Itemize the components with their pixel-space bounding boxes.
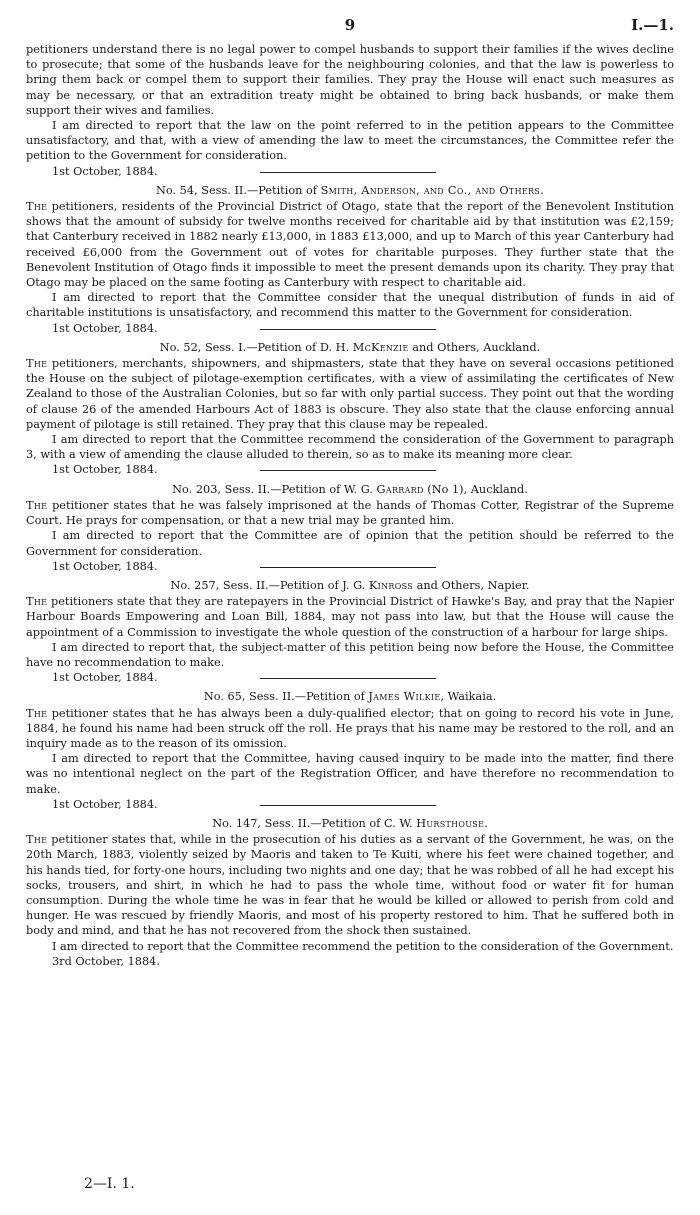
section-divider <box>260 329 436 330</box>
body-first-word: The <box>26 833 48 847</box>
document-body <box>26 42 674 969</box>
intro-date-line <box>26 164 674 179</box>
petitioner-name: Kinross <box>368 578 414 592</box>
body-text: petitioner states that, while in the prosecution of his duties as a servant of the Government, he was, on the 20th March, 1883, violently seized by Maoris and taken to Te Kuiti, where his feet were chained together, and his hands tied, for forty-one hours, including two nights and one day; that he was robbed of all he had except his socks, trousers, and shirt, in which he had to pass the whole time, without food or water fit for human consumption. During the whole time he was in fear that he would be killed or allowed to perish from cold and hunger. He was rescued by friendly Maoris, and most of his property restored to him. That he suffered both in body and mind, and that he has not recovered from the shock then sustained. <box>26 833 674 938</box>
petition-body <box>26 199 674 290</box>
petition-heading <box>26 578 674 593</box>
signature-mark: 2—I. 1. <box>84 1176 135 1192</box>
heading-prefix: No. 52, Sess. I.—Petition of D. H. <box>159 340 353 354</box>
body-first-word: The <box>26 357 48 371</box>
petition-heading <box>26 689 674 704</box>
heading-suffix: (No 1), Auckland. <box>423 482 528 496</box>
petition-section <box>26 578 674 685</box>
petition-heading <box>26 183 674 198</box>
section-divider <box>260 678 436 679</box>
committee-report: I am directed to report that the Committee recommend the petition to the consideration of the Government. <box>52 939 674 953</box>
petitioner-name: Garrard <box>376 482 424 496</box>
body-first-word: The <box>26 498 48 512</box>
body-first-word: The <box>26 706 48 720</box>
heading-prefix: No. 257, Sess. II.—Petition of J. G. <box>170 578 369 592</box>
body-text: petitioners, merchants, shipowners, and shipmasters, state that they have on several occasions petitioned the House on the subject of pilotage-exemption certificates, with a view of assimilating the certificates of New Zealand to those of the Australian Colonies, but so far with only partial success. They point out that the wording of clause 26 of the amended Harbours Act of 1883 is obscure. They also state that the clause enforcing annual payment of pilotage is still retained. They pray that this clause may be repealed. <box>26 357 674 431</box>
document-page <box>26 14 674 973</box>
petition-heading <box>26 340 674 355</box>
date-line <box>26 797 674 812</box>
committee-report: I am directed to report that the Committee recommend the consideration of the Government to paragraph 3, with a view of amending the clause alluded to therein, so as to make its meaning more clear. <box>26 433 674 462</box>
section-divider <box>260 172 436 173</box>
intro-date: 1st October, 1884. <box>52 164 158 178</box>
petition-section <box>26 816 674 969</box>
date-line <box>26 954 674 969</box>
date-line <box>26 559 674 574</box>
petitioner-name: Hursthouse <box>416 816 485 830</box>
petition-heading <box>26 816 674 831</box>
intro-paragraph: petitioners understand there is no legal power to compel husbands to support their families if the wives decline to prosecute; that some of the husbands leave for the neighbouring colonies, and that the law is powerless to bring them back or compel them to support their families. They pray the House will enact such measures as may be necessary, or that an extradition treaty might be obtained to bring back husbands, or make them support their wives and families. <box>26 43 674 117</box>
petition-heading <box>26 482 674 497</box>
page-number: 9 <box>344 16 356 34</box>
petition-body <box>26 498 674 528</box>
date-line <box>26 670 674 685</box>
section-divider <box>260 567 436 568</box>
petition-body <box>26 594 674 640</box>
heading-prefix: No. 65, Sess. II.—Petition of <box>203 690 369 704</box>
body-text: petitioner states that he was falsely imprisoned at the hands of Thomas Cotter, Registrar of the Supreme Court. He prays for compensation, or that a new trial may be granted him. <box>26 498 674 528</box>
heading-suffix: . <box>484 816 488 830</box>
date-line <box>26 321 674 336</box>
petitioner-name: James Wilkie <box>368 690 441 704</box>
report-date: 1st October, 1884. <box>52 463 158 477</box>
body-text: petitioner states that he has always been a duly-qualified elector; that on going to record his vote in June, 1884, he found his name had been struck off the roll. He prays that his name may be restored to the roll, and an inquiry made as to the reason of its omission. <box>26 706 674 750</box>
petition-sections <box>26 183 674 969</box>
report-date: 1st October, 1884. <box>52 559 158 573</box>
heading-prefix: No. 147, Sess. II.—Petition of C. W. <box>212 816 417 830</box>
body-text: petitioners state that they are ratepayers in the Provincial District of Hawke's Bay, and pray that the Napier Harbour Boards Empowering and Loan Bill, 1884, may not pass into law, but that the House will cause the appointment of a Commission to investigate the whole question of the construction of a harbour for large ships. <box>26 595 674 639</box>
report-date: 1st October, 1884. <box>52 321 158 335</box>
heading-prefix: No. 54, Sess. II.—Petition of <box>156 183 321 197</box>
committee-report: I am directed to report that the Committee consider that the unequal distribution of funds in aid of charitable institutions is unsatisfactory, and recommend this matter to the Government for consideration. <box>26 291 674 320</box>
report-date: 3rd October, 1884. <box>52 954 160 968</box>
petition-body <box>26 706 674 752</box>
committee-report: I am directed to report that the Committee are of opinion that the petition should be referred to the Government for consideration. <box>26 529 674 558</box>
body-first-word: The <box>26 595 48 609</box>
document-reference: I.—1. <box>631 16 674 34</box>
petition-section <box>26 340 674 478</box>
petition-section <box>26 689 674 812</box>
section-divider <box>260 805 436 806</box>
report-date: 1st October, 1884. <box>52 797 158 811</box>
petition-body <box>26 832 674 938</box>
heading-suffix: , Waikaia. <box>440 690 497 704</box>
section-divider <box>260 470 436 471</box>
heading-suffix: and Others, Auckland. <box>408 340 541 354</box>
body-first-word: The <box>26 200 48 214</box>
body-text: petitioners, residents of the Provincial District of Otago, state that the report of the Benevolent Institution shows that the amount of subsidy for twelve months received for charitable aid by that institution was £2,159; that Canterbury received in 1882 nearly £13,000, in 1883 £13,000, and up to March of this year Canterbury had received £6,000 from the Government out of votes for charitable purposes. They further state that the Benevolent Institution of Otago finds it impossible to meet the present demands upon its charity. They pray that Otago may be placed on the same footing as Canterbury with respect to charitable aid. <box>26 200 674 290</box>
petitioner-name: McKenzie <box>352 340 409 354</box>
intro-report: I am directed to report that the law on the point referred to in the petition appears to the Committee unsatisfactory, and that, with a view of amending the law to meet the circumstances, the Committee refer the petition to the Government for consideration. <box>26 119 674 163</box>
petitioner-name: Smith, Anderson, and Co., and Others. <box>320 183 544 197</box>
petition-section <box>26 183 674 336</box>
committee-report: I am directed to report that, the subject-matter of this petition being now before the House, the Committee have no recommendation to make. <box>26 640 674 669</box>
committee-report: I am directed to report that the Committee, having caused inquiry to be made into the matter, find there was no intentional neglect on the part of the Registration Officer, and have therefore no recommendation to make. <box>26 752 674 796</box>
heading-suffix: and Others, Napier. <box>413 578 530 592</box>
petition-body <box>26 356 674 432</box>
intro-section <box>26 42 674 179</box>
report-date: 1st October, 1884. <box>52 671 158 685</box>
petition-section <box>26 482 674 574</box>
date-line <box>26 462 674 477</box>
heading-prefix: No. 203, Sess. II.—Petition of W. G. <box>172 482 377 496</box>
page-header <box>26 14 674 42</box>
